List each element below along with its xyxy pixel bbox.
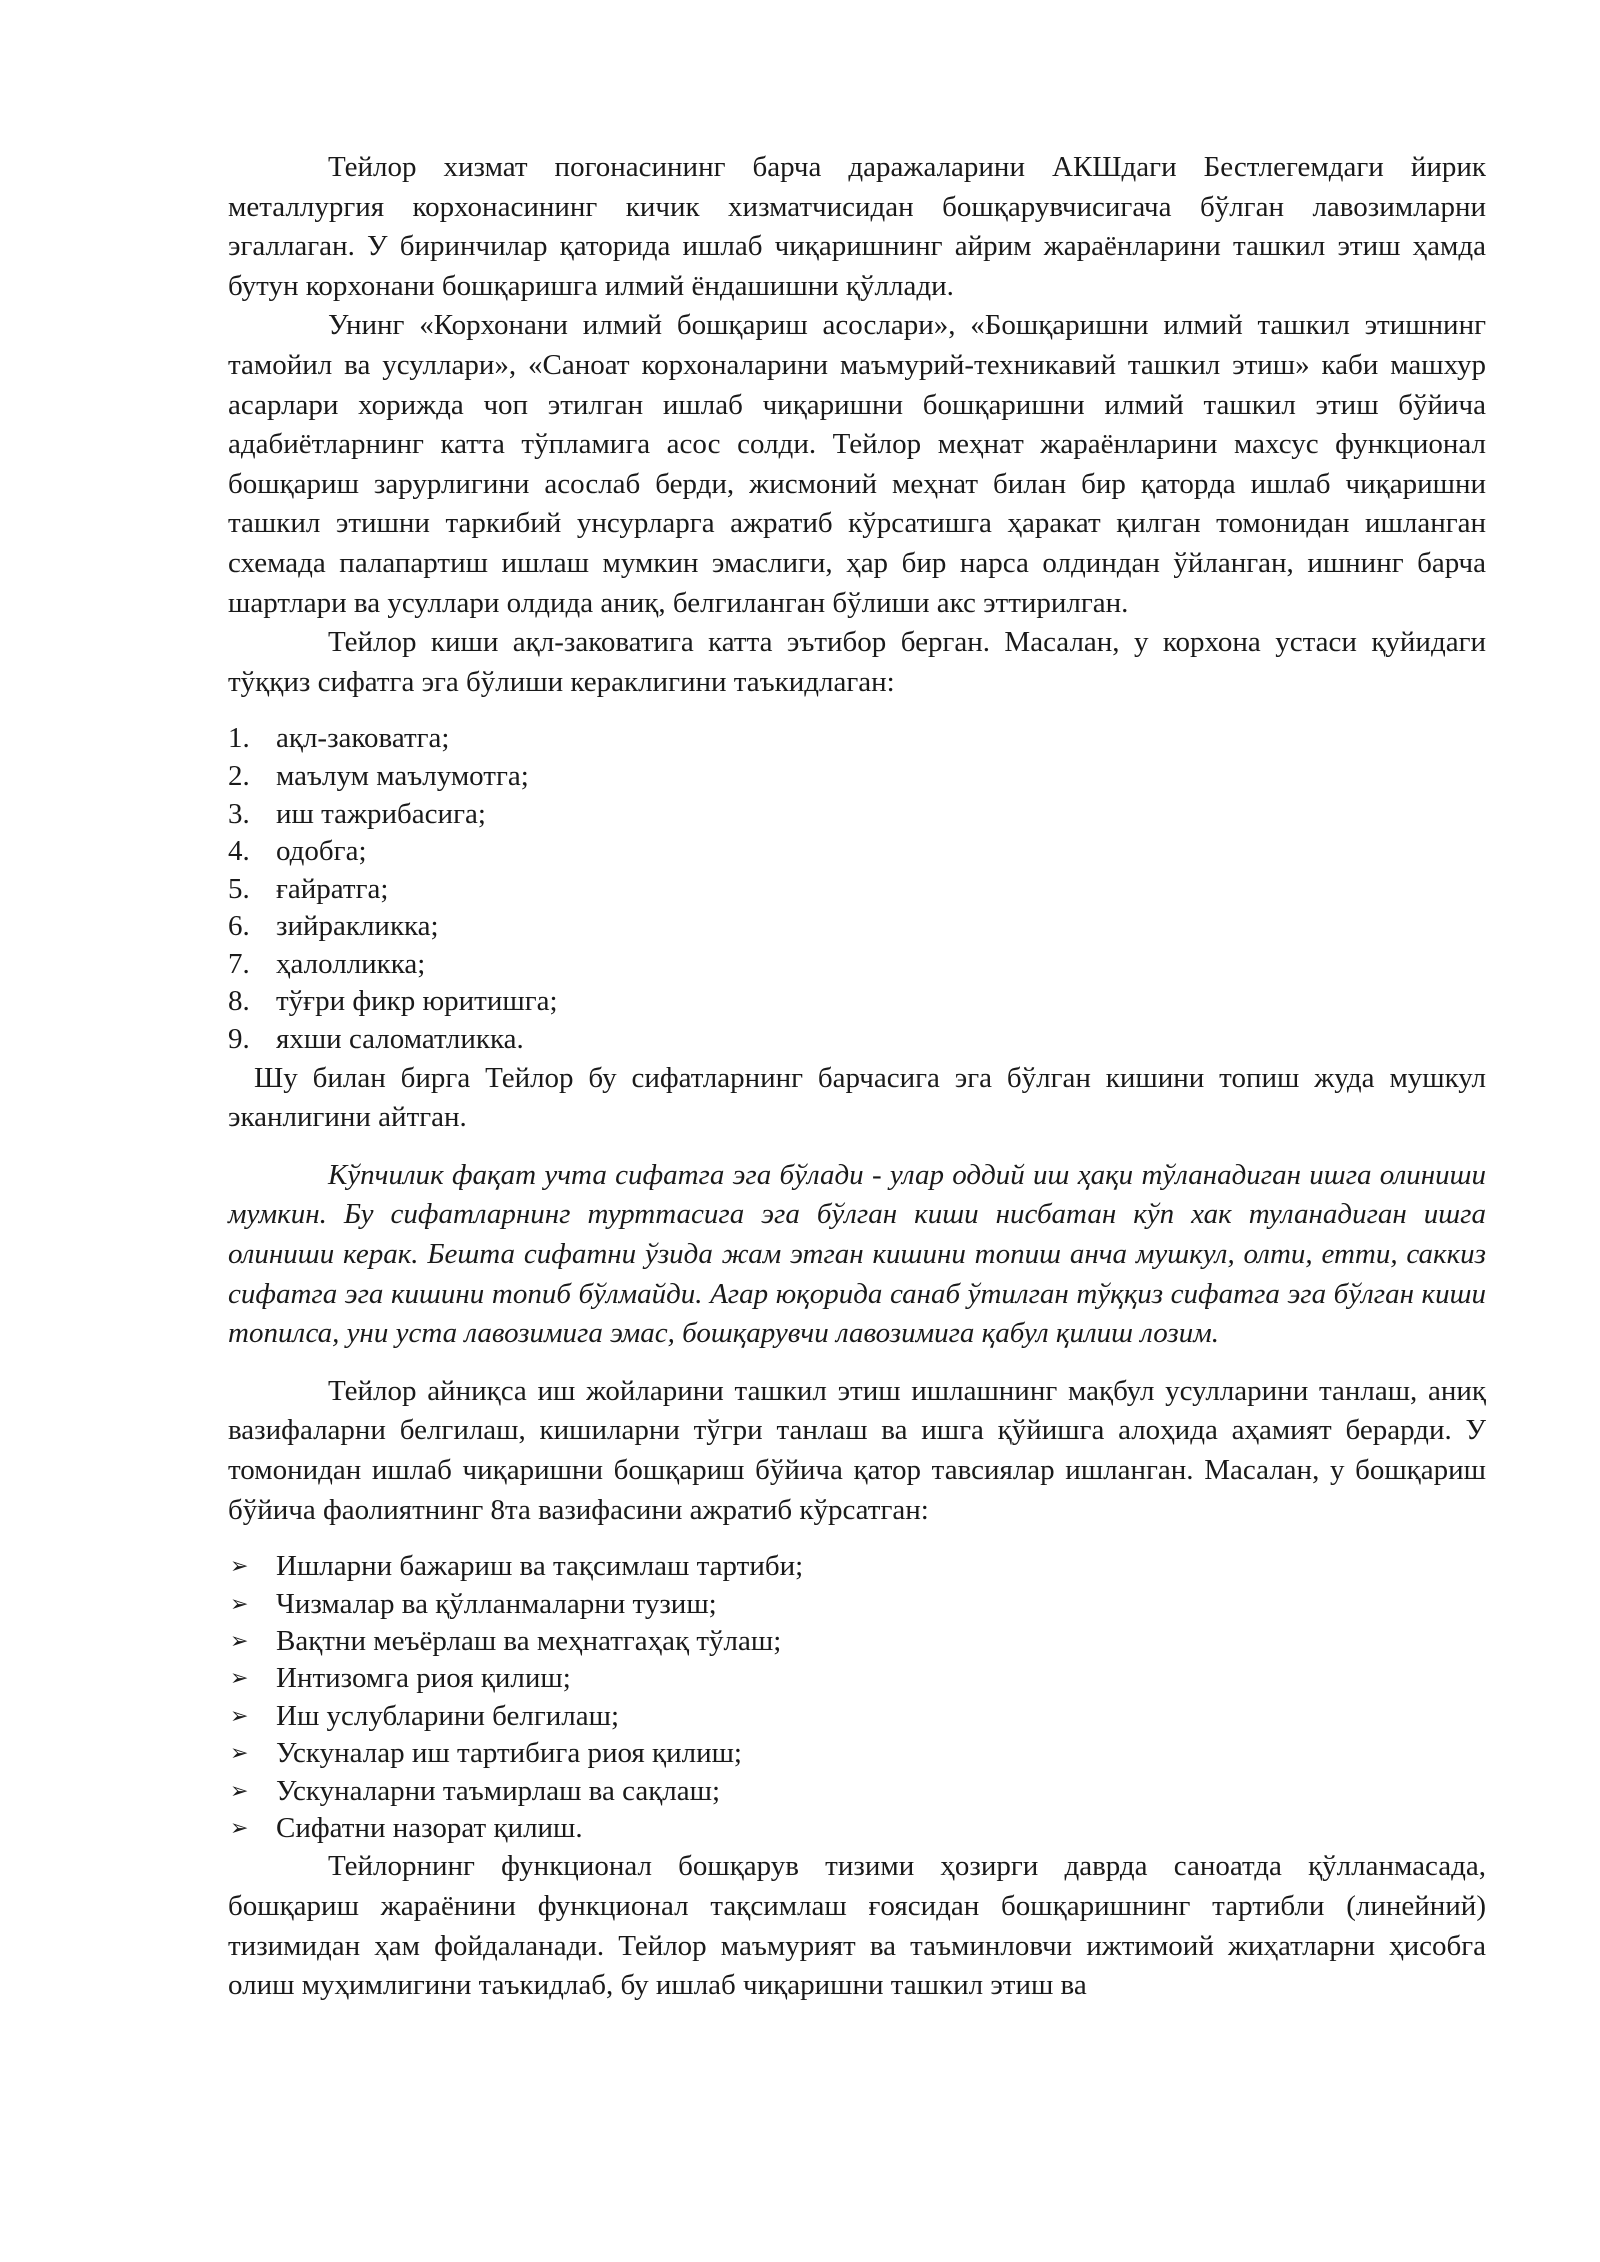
list-item-number: 6. bbox=[228, 910, 250, 943]
document-body bbox=[228, 148, 1486, 2006]
arrow-bullet-icon: ➢ bbox=[230, 1666, 249, 1692]
list-item-text: одобга; bbox=[276, 835, 367, 868]
list-item bbox=[228, 1810, 1486, 1847]
list-item-number: 4. bbox=[228, 835, 250, 868]
paragraph-taylor-career: Тейлор хизмат погонасининг барча даражаларини АКШдаги Бестлегемдаги йирик металлургия корхонасининг кичик хизматчисидан бошқарувчисигача бўлган лавозимларни эгаллаган. У биринчилар қаторида ишлаб чиқаришнинг айрим жараёнларини ташкил этиш ҳамда бутун корхонани бошқаришга илмий ёндашишни қўллади. bbox=[228, 151, 1486, 302]
list-item-number: 3. bbox=[228, 797, 250, 830]
list-item-text: тўғри фикр юритишга; bbox=[276, 985, 558, 1018]
list-item bbox=[228, 833, 1486, 871]
list-item-text: Иш услубларини белгилаш; bbox=[276, 1699, 620, 1732]
paragraph-workplace-organization: Тейлор айниқса иш жойларини ташкил этиш ишлашнинг мақбул усулларини танлаш, аниқ вазифаларни белгилаш, кишиларни тўгри танлаш ва ишга қўйишга алоҳида аҳамият берарди. У томонидан ишлаб чиқаришни бошқариш бўйича қатор тавсиялар ишланган. Масалан, у бошқариш бўйича фаолиятнинг 8та вазифасини ажратиб кўрсатган: bbox=[228, 1374, 1486, 1526]
list-item bbox=[228, 1548, 1486, 1585]
list-item-text: ғайратга; bbox=[276, 872, 389, 905]
list-item-number: 9. bbox=[228, 1023, 250, 1056]
list-item bbox=[228, 983, 1486, 1021]
list-item-text: Ускуналарни таъмирлаш ва сақлаш; bbox=[276, 1774, 721, 1807]
list-item-number: 2. bbox=[228, 759, 250, 792]
list-item-text: Ишларни бажариш ва тақсимлаш тартиби; bbox=[276, 1550, 804, 1583]
qualities-list bbox=[228, 720, 1486, 1058]
list-item bbox=[228, 1021, 1486, 1059]
list-item-text: ҳалолликка; bbox=[276, 947, 426, 980]
list-item-text: Чизмалар ва қўлланмаларни тузиш; bbox=[276, 1587, 717, 1620]
arrow-bullet-icon: ➢ bbox=[230, 1554, 249, 1580]
list-item-text: Интизомга риоя қилиш; bbox=[276, 1662, 571, 1695]
list-item bbox=[228, 796, 1486, 834]
list-item-number: 7. bbox=[228, 947, 250, 980]
list-item bbox=[228, 1773, 1486, 1810]
arrow-bullet-icon: ➢ bbox=[230, 1591, 249, 1617]
paragraph-quote-italic: Кўпчилик фақат учта сифатга эга бўлади - улар оддий иш ҳақи тўланадиган ишга олиниши мумкин. Бу сифатларнинг турттасига эга бўлган киши нисбатан кўп хак туланадиган ишга олиниши керак. Бешта сифатни ўзида жам этган кишини топиш анча мушкул, олти, етти, саккиз сифатга эга кишини топиб бўлмайди. Агар юқорида санаб ўтилган тўққиз сифатга эга бўлган киши топилса, уни уста лавозимига эмас, бошқарувчи лавозимига қабул қилиш лозим. bbox=[228, 1158, 1486, 1350]
list-item bbox=[228, 1586, 1486, 1623]
paragraph-qualities-rare: Шу билан бирга Тейлор бу сифатларнинг барчасига эга бўлган кишини топиш жуда мушкул эканлигини айтган. bbox=[228, 1061, 1486, 1134]
paragraph-functional-management: Тейлорнинг функционал бошқарув тизими ҳозирги даврда саноатда қўлланмасада, бошқариш жараёнини функционал тақсимлаш ғоясидан бошқаришнинг тартибли (линейний) тизимидан ҳам фойдаланади. Тейлор маъмурият ва таъминловчи ижтимоий жиҳатларни ҳисобга олиш муҳимлигини таъкидлаб, бу ишлаб чиқаришни ташкил этиш ва bbox=[228, 1850, 1486, 2002]
list-item-number: 8. bbox=[228, 985, 250, 1018]
list-item-text: яхши саломатликка. bbox=[276, 1023, 524, 1056]
functions-list bbox=[228, 1548, 1486, 1847]
list-item-number: 5. bbox=[228, 872, 250, 905]
list-item-text: зийракликка; bbox=[276, 910, 439, 943]
list-item-text: иш тажрибасига; bbox=[276, 797, 486, 830]
list-item bbox=[228, 1660, 1486, 1697]
list-item-text: Ускуналар иш тартибига риоя қилиш; bbox=[276, 1737, 742, 1770]
arrow-bullet-icon: ➢ bbox=[230, 1816, 249, 1842]
list-item-text: ақл-заковатга; bbox=[276, 722, 450, 755]
list-item bbox=[228, 758, 1486, 796]
arrow-bullet-icon: ➢ bbox=[230, 1778, 249, 1804]
list-item bbox=[228, 1623, 1486, 1660]
list-item bbox=[228, 1735, 1486, 1772]
list-item bbox=[228, 1698, 1486, 1735]
list-item-text: маълум маълумотга; bbox=[276, 759, 529, 792]
list-item bbox=[228, 946, 1486, 984]
list-item bbox=[228, 720, 1486, 758]
list-item-text: Вақтни меъёрлаш ва меҳнатгаҳақ тўлаш; bbox=[276, 1625, 782, 1657]
arrow-bullet-icon: ➢ bbox=[230, 1629, 249, 1654]
list-item bbox=[228, 908, 1486, 946]
paragraph-nine-qualities-intro: Тейлор киши ақл-заковатига катта эътибор берган. Масалан, у корхона устаси қуйидаги тўққиз сифатга эга бўлиши кераклигини таъкидлаган: bbox=[228, 626, 1486, 698]
paragraph-taylor-works: Унинг «Корхонани илмий бошқариш асослари», «Бошқаришни илмий ташкил этишнинг тамойил ва усуллари», «Саноат корхоналарини маъмурий-техникавий ташкил этиш» каби машхур асарлари хорижда чоп этилган ишлаб чиқаришни бошқаришни илмий ташкил этиш бўйича адабиётларнинг катта тўпламига асос солди. Тейлор меҳнат жараёнларини махсус функционал бошқариш зарурлигини асослаб берди, жисмоний меҳнат билан бир қаторда ишлаб чиқаришни ташкил этишни таркибий унсурларга ажратиб кўрсатишга ҳаракат қилган томонидан ишланган схемада палапартиш ишлаш мумкин эмаслиги, ҳар бир нарса олдиндан ўйланган, ишнинг барча шартлари ва усуллари олдида аниқ, белгиланган бўлиши акс эттирилган. bbox=[228, 309, 1486, 619]
arrow-bullet-icon: ➢ bbox=[230, 1703, 249, 1729]
list-item bbox=[228, 871, 1486, 909]
list-item-number: 1. bbox=[228, 722, 250, 755]
arrow-bullet-icon: ➢ bbox=[230, 1741, 249, 1767]
list-item-text: Сифатни назорат қилиш. bbox=[276, 1812, 583, 1845]
